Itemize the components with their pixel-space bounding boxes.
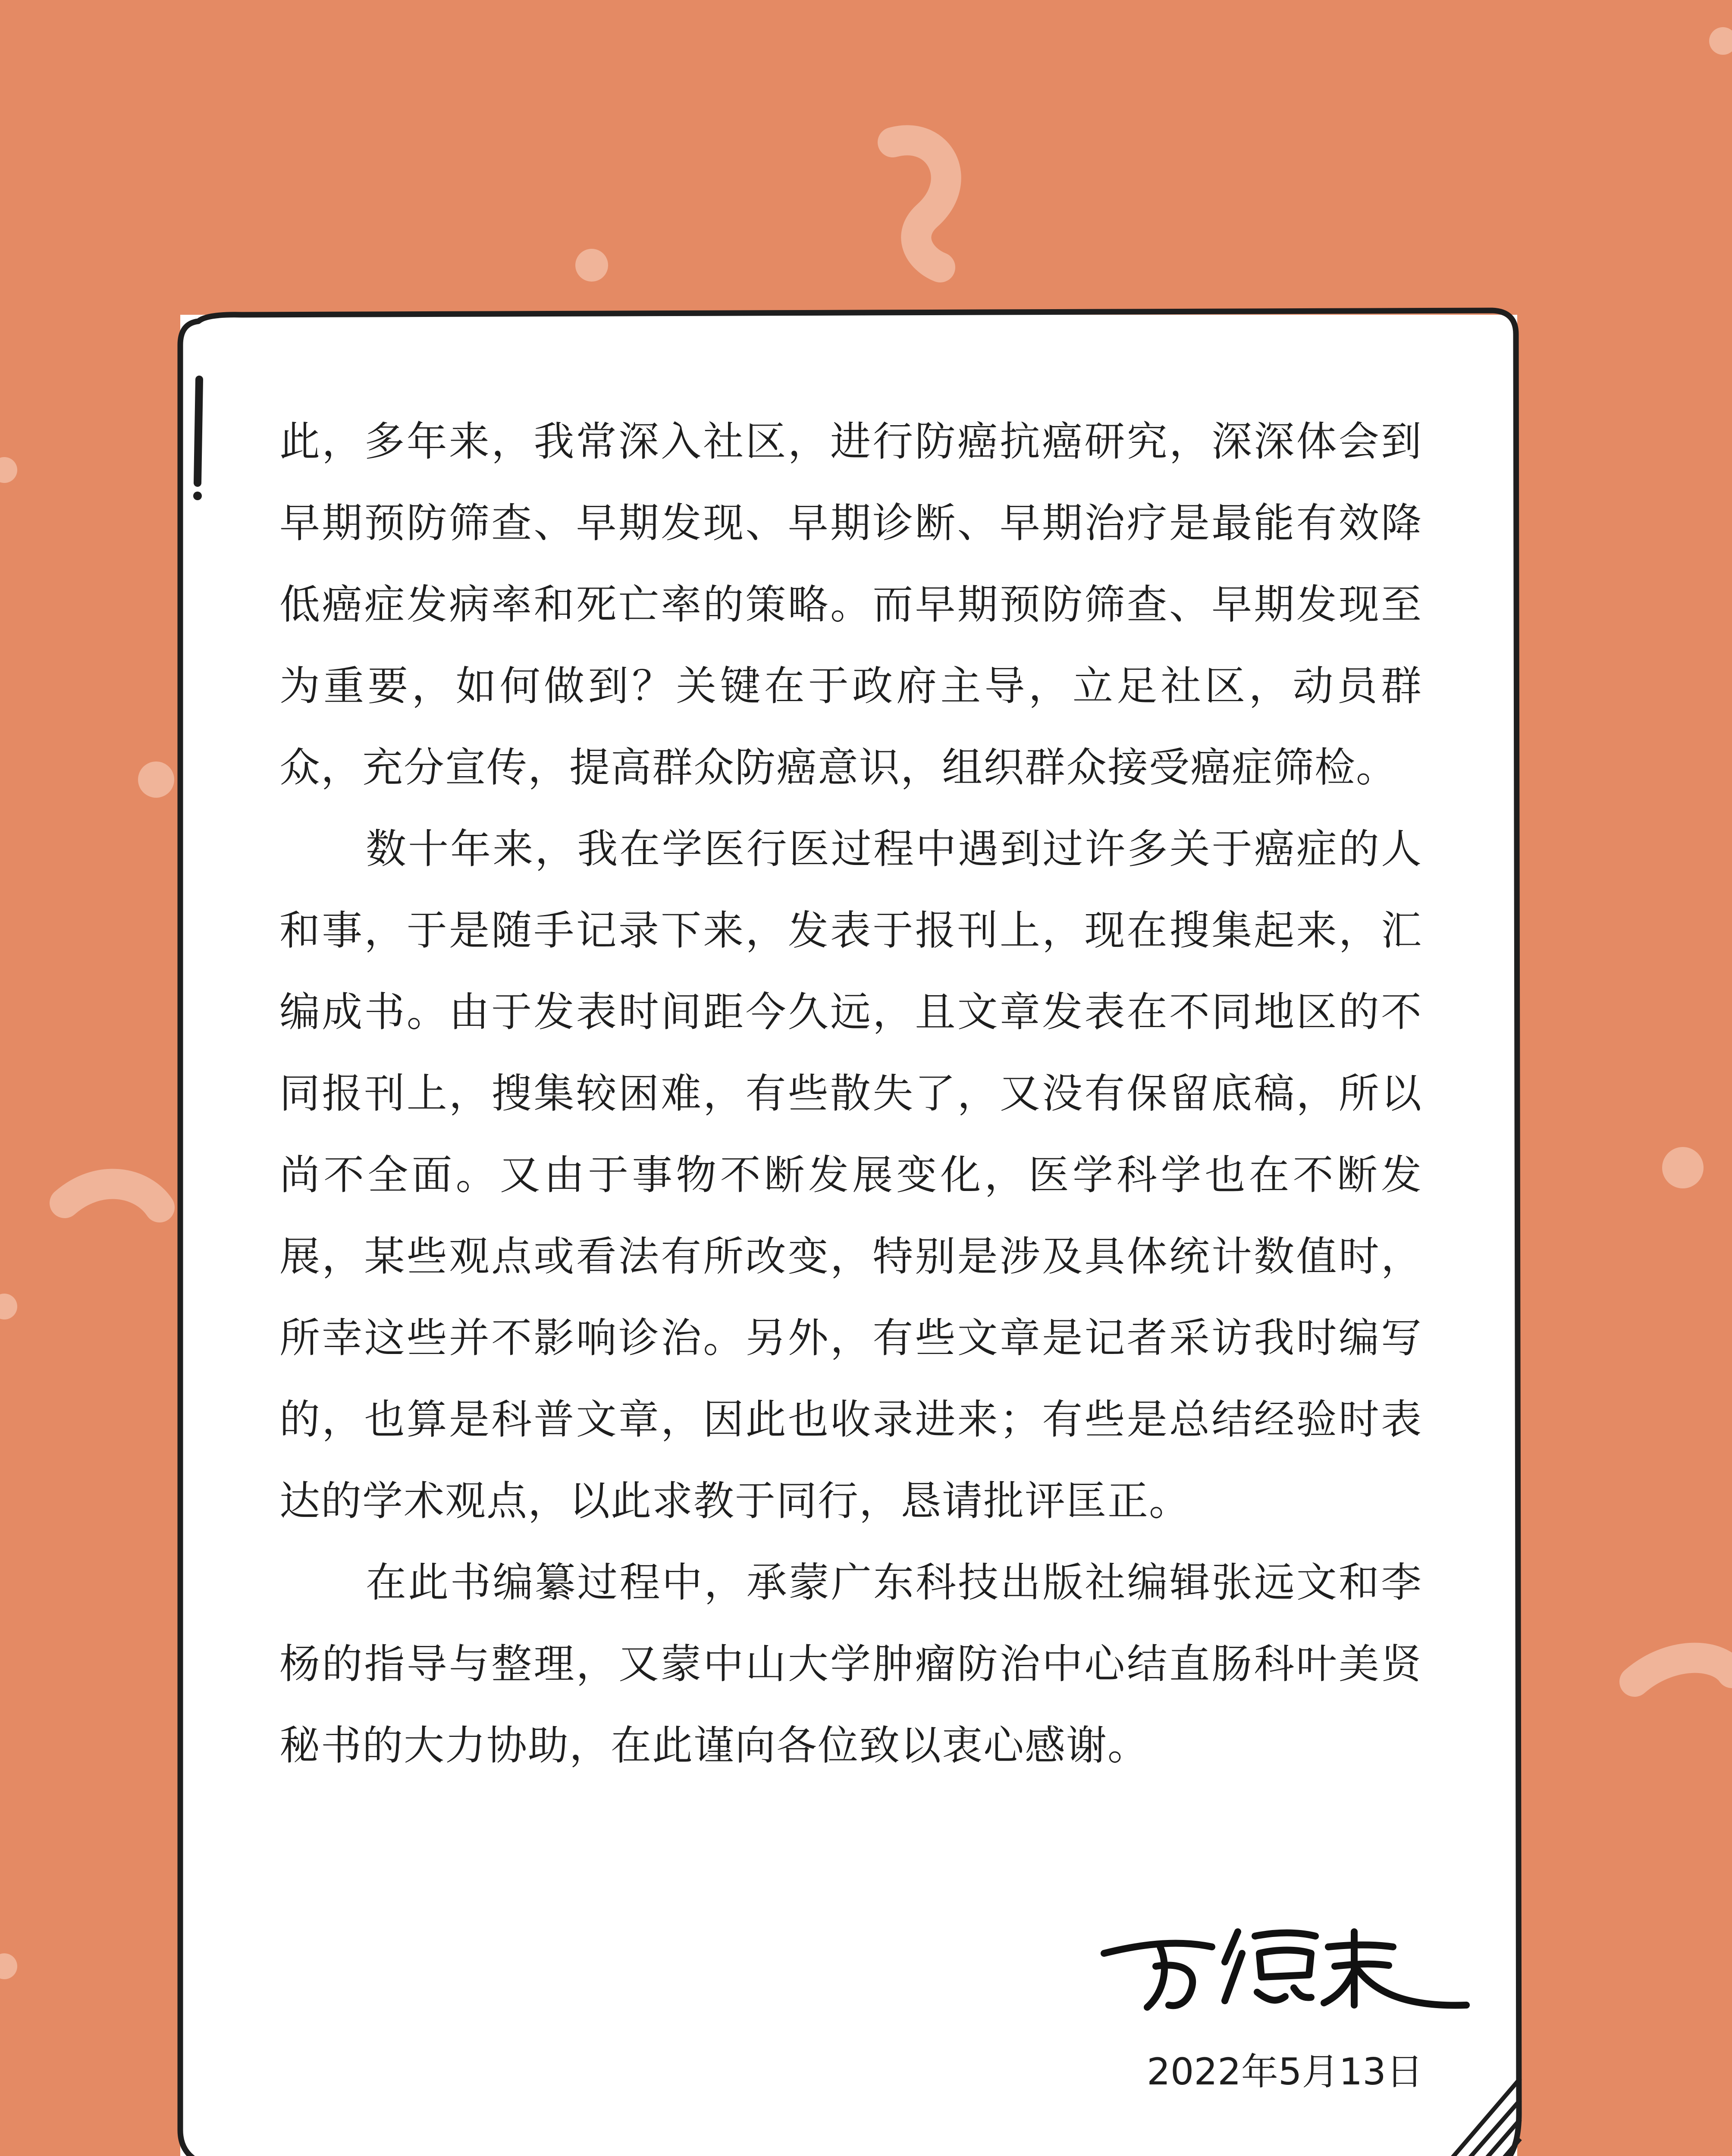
- dot-decoration: [0, 1953, 17, 1979]
- paragraph-1: 此，多年来，我常深入社区，进行防癌抗癌研究，深深体会到早期预防筛查、早期发现、早期诊断、早期治疗是最能有效降低癌症发病率和死亡率的策略。而早期预防筛查、早期发现至为重要，如何做到？关键在于政府主导，立足社区，动员群众，充分宣传，提高群众防癌意识，组织群众接受癌症筛检。: [279, 418, 1422, 791]
- dot-decoration: [138, 761, 174, 798]
- dot-decoration: [1709, 27, 1732, 55]
- preface-body: [279, 401, 1422, 1786]
- paragraph-3: 在此书编纂过程中，承蒙广东科技出版社编辑张远文和李杨的指导与整理，又蒙中山大学肿瘤防治中心结直肠科叶美贤秘书的大力协助，在此谨向各位致以衷心感谢。: [279, 1559, 1422, 1769]
- paragraph-2: 数十年来，我在学医行医过程中遇到过许多关于癌症的人和事，于是随手记录下来，发表于报刊上，现在搜集起来，汇编成书。由于发表时间距今久远，且文章发表在不同地区的不同报刊上，搜集较困难，有些散失了，又没有保留底稿，所以尚不全面。又由于事物不断发展变化，医学科学也在不断发展，某些观点或看法有所改变，特别是涉及具体统计数值时，所幸这些并不影响诊治。另外，有些文章是记者采访我时编写的，也算是科普文章，因此也收录进来；有些是总结经验时表达的学术观点，以此求教于同行，恳请批评匡正。: [279, 826, 1422, 1525]
- dot-decoration: [0, 457, 17, 483]
- dot-decoration: [0, 1294, 17, 1319]
- arc-decoration: [65, 1184, 160, 1207]
- handwritten-signature: [1095, 1906, 1475, 2018]
- signature-date: 2022年5月13日: [1146, 2050, 1423, 2093]
- dot-decoration: [1662, 1147, 1704, 1188]
- dot-decoration: [575, 249, 608, 282]
- squiggle-decoration: [893, 140, 946, 267]
- arc-decoration: [1635, 1658, 1732, 1682]
